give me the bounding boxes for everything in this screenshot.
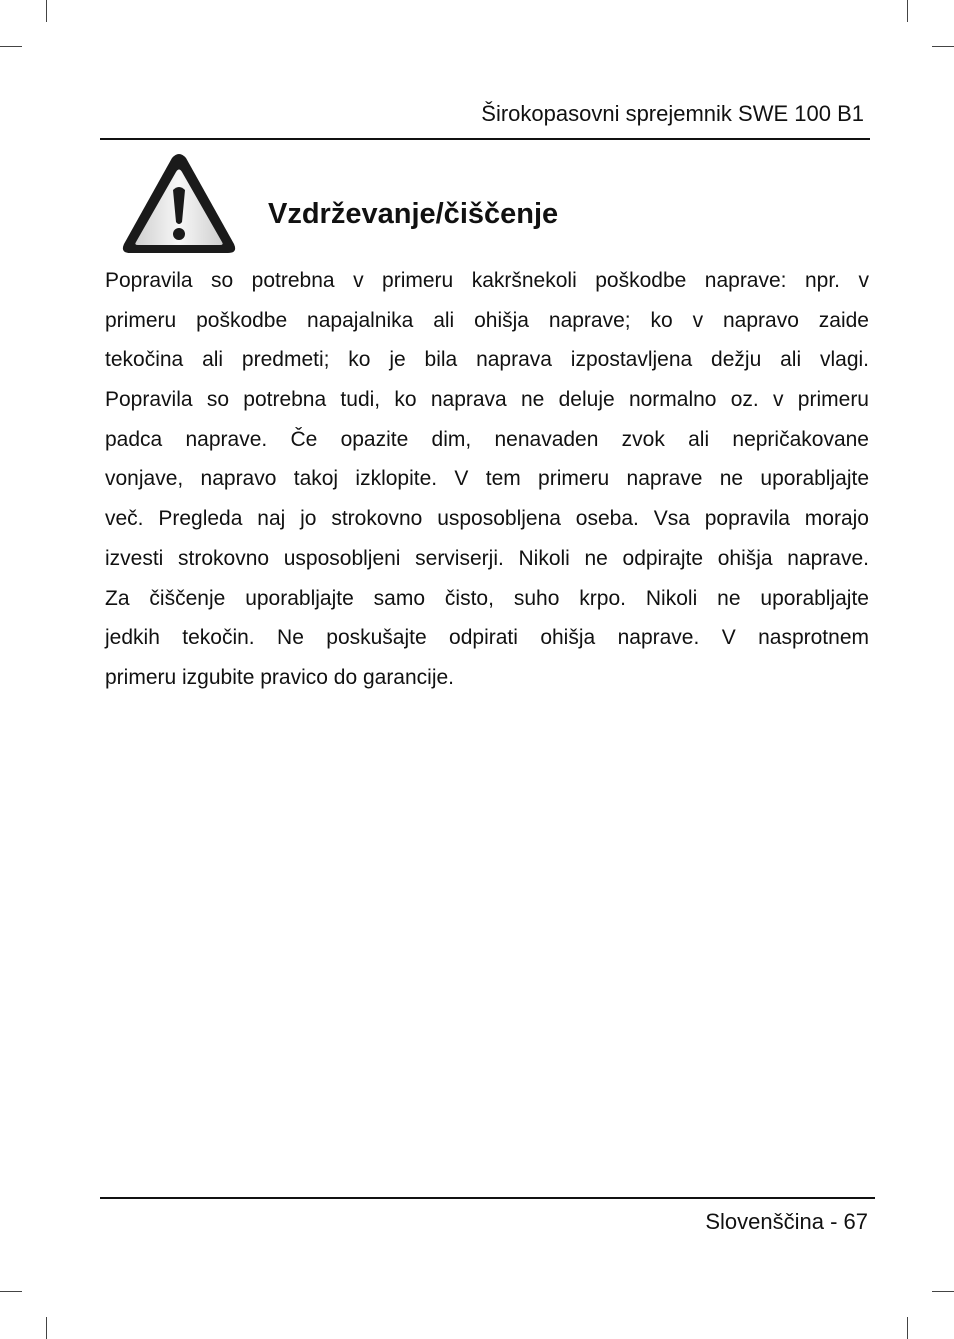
- crop-mark-top-left: [46, 0, 47, 22]
- section-title: Vzdrževanje/čiščenje: [268, 198, 559, 230]
- body-paragraph: [105, 261, 869, 698]
- body-line: vonjave, napravo takoj izklopite. V tem primeru naprave ne uporabljajte: [105, 467, 869, 491]
- body-line: Popravila so potrebna v primeru kakršnekoli poškodbe naprave: npr. v: [105, 269, 869, 292]
- body-line: primeru poškodbe napajalnika ali ohišja naprave; ko v napravo zaide: [105, 308, 869, 332]
- body-line: jedkih tekočin. Ne poskušajte odpirati ohišja naprave. V nasprotnem: [105, 626, 869, 650]
- body-line: tekočina ali predmeti; ko je bila naprava izpostavljena dežju ali vlagi.: [105, 348, 869, 372]
- body-line: padca naprave. Če opazite dim, nenavaden zvok ali nepričakovane: [105, 427, 869, 451]
- crop-mark-top-right: [932, 46, 954, 47]
- crop-mark-top-right: [907, 0, 908, 22]
- running-header: Širokopasovni sprejemnik SWE 100 B1: [481, 101, 864, 126]
- crop-mark-bottom-left: [0, 1291, 22, 1292]
- page-footer-label: Slovenščina - 67: [705, 1209, 868, 1234]
- header-rule: [100, 138, 870, 140]
- body-line: izvesti strokovno usposobljeni serviserji. Nikoli ne odpirajte ohišja naprave.: [105, 546, 869, 570]
- footer-rule: [100, 1197, 875, 1199]
- crop-mark-bottom-left: [46, 1317, 47, 1339]
- body-line: primeru izgubite pravico do garancije.: [105, 665, 455, 689]
- body-line: Za čiščenje uporabljajte samo čisto, suho krpo. Nikoli ne uporabljajte: [105, 586, 869, 610]
- crop-mark-bottom-right: [907, 1317, 908, 1339]
- body-line: Popravila so potrebna tudi, ko naprava ne deluje normalno oz. v primeru: [105, 388, 869, 412]
- body-line: več. Pregleda naj jo strokovno usposobljena oseba. Vsa popravila morajo: [105, 507, 869, 531]
- crop-mark-top-left: [0, 46, 22, 47]
- crop-mark-bottom-right: [932, 1291, 954, 1292]
- warning-triangle-icon: [120, 152, 238, 258]
